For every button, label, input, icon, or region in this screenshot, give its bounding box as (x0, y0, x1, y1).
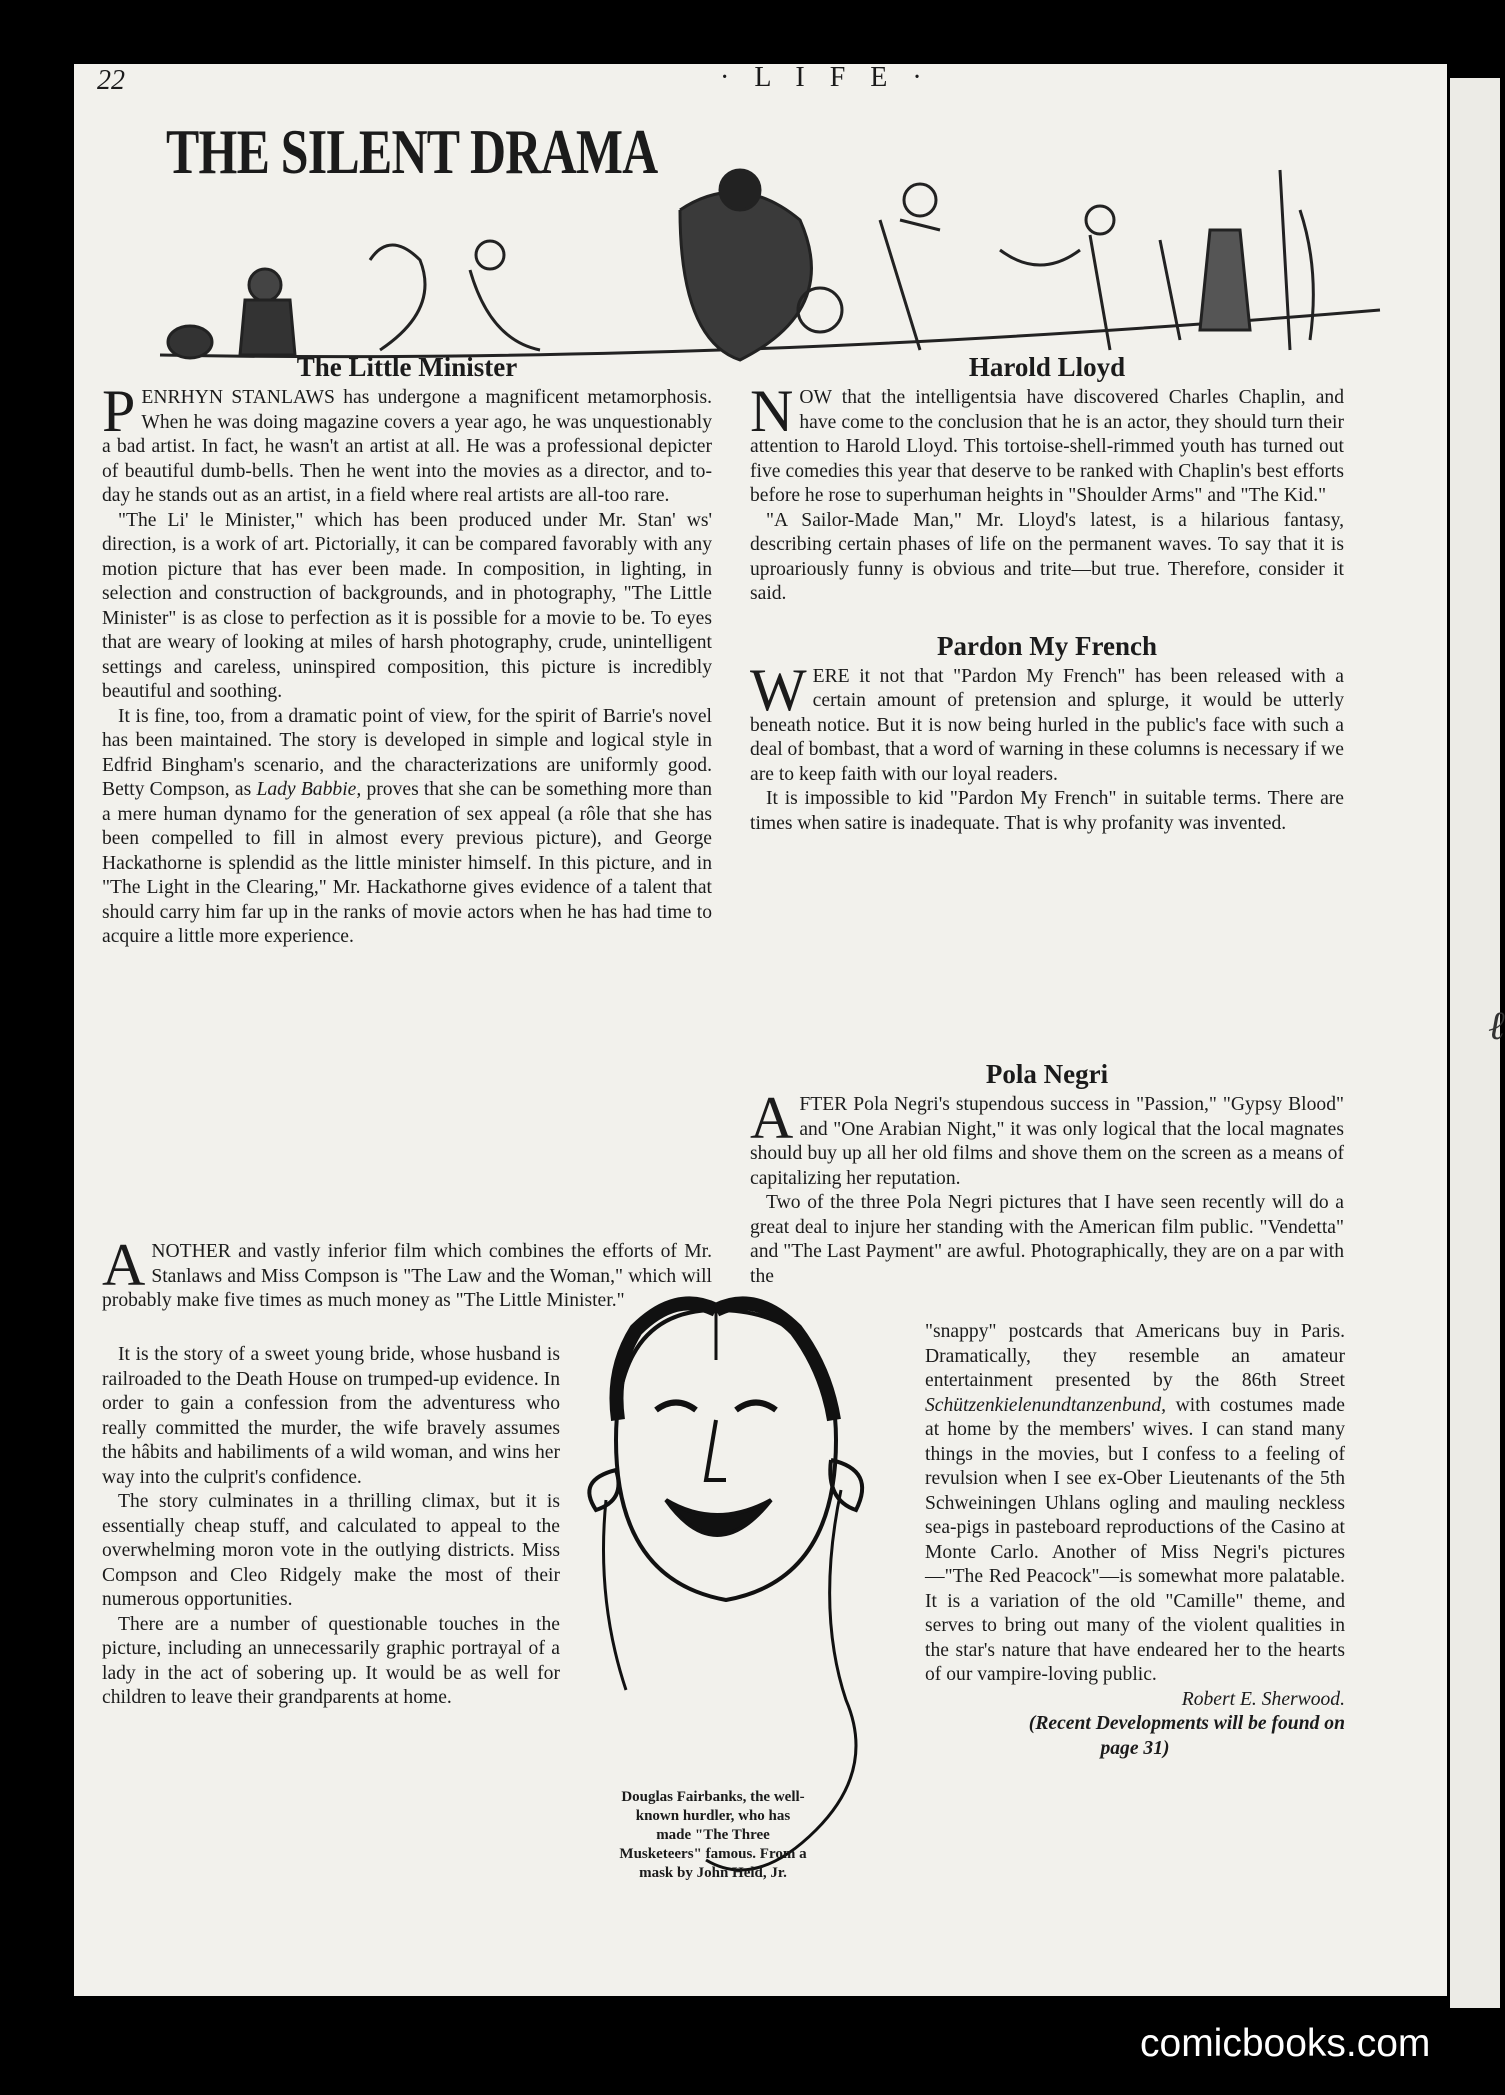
banner-figure-robe (470, 270, 540, 350)
little-minister-article (102, 348, 712, 950)
article-paragraph: "A Sailor-Made Man," Mr. Lloyd's latest, is a hilarious fantasy, describing certain phases of life on the permanent waves. To say that it is uproariously funny is obvious and trite—but true. Therefore, consider it said. (750, 509, 1344, 604)
banner-spear-figure (1280, 170, 1313, 350)
drop-cap: A (750, 1085, 794, 1151)
banner-figure-head (476, 241, 504, 269)
paragraph-text: ENRHYN STANLAWS has undergone a magnificent metamorphosis. When he was doing magazine covers a year ago, he was unquestionably a bad artist. In fact, he wasn't an artist at all. He was a professional depicter of beautiful dumb-bells. Then he went into the movies as a director, and to-day he stands out as an artist, in a field where real artists are all-too rare. (102, 387, 712, 506)
article-paragraph: "The Li' le Minister," which has been produced under Mr. Stan' ws' direction, is a work of art. Pictorially, it can be compared favorably with any motion picture that has ever been made. In composition, in lighting, in selection and construction of backgrounds, and in photography, "The Little Minister" is as close to perfection as it is possible for a movie to be. To eyes that are weary of looking at miles of harsh photography, crude, unintelligent settings and careless, uninspired composition, this picture is incredibly beautiful and soothing. (102, 509, 712, 702)
banner-child (1200, 230, 1250, 330)
paragraph-text: It is fine, too, from a dramatic point of view, for the spirit of Barrie's novel has been maintained. The story is developed in simple and logical style in Edfrid Bingham's scenario, and the characterizations are uniformly good. Betty Compson, as (102, 705, 712, 800)
banner-jester (880, 220, 940, 350)
article-paragraph: The story culminates in a thrilling climax, but it is essentially cheap stuff, and calculated to appeal to the overwhelming moron vote in the outlying districts. Miss Compson and Cleo Ridgely make the most of their numerous opportunities. (102, 1491, 560, 1610)
page-number: 22 (97, 65, 125, 96)
caricature-caption: Douglas Fairbanks, the well-known hurdler, who has made "The Three Musketeers" famous. From a mask by John Held, Jr. (619, 1789, 807, 1881)
paragraph-text: OW that the intelligentsia have discovered Charles Chaplin, and have come to the conclusion that he is an actor, they should turn their attention to Harold Lloyd. This tortoise-shell-rimmed youth has turned out five comedies this year that deserve to be ranked with Chaplin's best efforts before he rose to superhuman heights in "Shoulder Arms" and "The Kid." (750, 387, 1344, 506)
caricature-right-eye (736, 1403, 776, 1411)
caricature-face (616, 1310, 836, 1600)
paragraph-text: NOTHER and vastly inferior film which combines the efforts of Mr. Stanlaws and Miss Compson is "The Law and the Woman," which will probably make five times as much money as "The Little Minister." (102, 1241, 712, 1311)
law-and-woman-body (102, 1343, 560, 1711)
caricature-grin (666, 1500, 771, 1535)
next-page-mark: ℓ (1488, 1003, 1505, 1048)
caricature-nose (706, 1420, 726, 1480)
continuation-note: (Recent Developments will be found on (1028, 1713, 1345, 1734)
article-title: Harold Lloyd (968, 352, 1126, 382)
banner-central-head (720, 170, 760, 210)
banner-tramp-body (240, 300, 295, 355)
caricature-ribbon-left (604, 1500, 627, 1690)
emphasis-text: Lady Babbie, (256, 779, 362, 800)
banner-dancer-legs (1090, 235, 1180, 350)
caricature-left-eye (656, 1403, 696, 1411)
paragraph-text: with costumes made at home by the members' wives. I can stand many things in the movies, but I confess to a feeling of revulsion when I see ex-Ober Lieutenants of the 5th Schweiningen Uhlans ogling and mauling neckless sea-pigs in pasteboard reproductions of the Casino at Monte Carlo. Another of Miss Negri's pictures—"The Red Peacock"—is somewhat more palatable. It is a variation of the old "Camille" theme, and serves to bring out many of the violent qualities in the star's nature that have endeared her to the hearts of our vampire-loving public. (925, 1394, 1345, 1685)
pola-negri-article (750, 1055, 1344, 1289)
drop-cap: W (750, 656, 807, 723)
article-paragraph: Two of the three Pola Negri pictures that I have seen recently will do a great deal to injure her standing with the American film public. "Vendetta" and "The Last Payment" are awful. Photographically, they are on a par with the (750, 1192, 1344, 1287)
drop-cap: P (102, 378, 136, 444)
banner-dancers-arms (1000, 250, 1080, 265)
article-title: The Little Minister (296, 352, 518, 382)
article-paragraph (750, 1085, 1344, 1191)
article-paragraph: It is impossible to kid "Pardon My French" in suitable terms. There are times when satire is inadequate. That is why profanity was invented. (750, 788, 1344, 834)
pola-negri-continued (925, 1320, 1345, 1761)
banner-tramp-head (249, 269, 281, 301)
section-title: THE SILENT DRAMA (166, 116, 658, 187)
emphasis-text: Schützenkielenundtanzenbund, (925, 1394, 1167, 1416)
article-paragraph (750, 378, 1344, 509)
banner-dancer-head (1086, 206, 1114, 234)
banner-crystal-ball (798, 288, 842, 332)
caricature-hair-right (716, 1303, 834, 1420)
drop-cap: A (102, 1232, 146, 1298)
paragraph-text: ERE it not that "Pardon My French" has been released with a certain amount of pretension and splurge, it would be utterly beneath notice. But it is now being hurled in the public's face with such a deal of bombast, that a word of warning in these columns is necessary if we are to keep faith with our loyal readers. (750, 665, 1344, 785)
author-signature: Robert E. Sherwood. (1181, 1688, 1345, 1710)
watermark: comicbooks.com (1140, 2022, 1431, 2065)
article-paragraph: It is the story of a sweet young bride, whose husband is railroaded to the Death House on trumped-up evidence. In order to gain a confession from the adventuress who really committed the murder, the wife bravely assumes the hâbits and habiliments of a wild woman, and wins her way into the culprit's confidence. (102, 1344, 560, 1488)
paragraph-text: "snappy" postcards that Americans buy in Paris. Dramatically, they resemble an amateur entertainment presented by the 86th Street (925, 1321, 1345, 1391)
caricature-left-bow (589, 1470, 618, 1510)
article-title: Pola Negri (985, 1059, 1109, 1089)
banner-central-woman (680, 192, 811, 360)
banner-foliage (370, 245, 425, 350)
drop-cap: N (750, 378, 794, 444)
harold-lloyd-article (750, 348, 1344, 836)
article-paragraph (102, 705, 712, 950)
article-paragraph (925, 1320, 1345, 1688)
paragraph-text: FTER Pola Negri's stupendous success in "Passion," "Gypsy Blood" and "One Arabian Night," it was only logical that the local magnates should buy up all her old films and shove them on the screen as a means of capitalizing her reputation. (750, 1094, 1344, 1189)
article-paragraph: There are a number of questionable touches in the picture, including an unnecessarily graphic portrayal of a lady in the act of sobering up. It would be as well for children to leave their grandparents at home. (102, 1613, 560, 1708)
continuation-page: page 31) (1100, 1737, 1170, 1759)
paragraph-text: proves that she can be something more than a mere human dynamo for the generation of sex appeal (a rôle that she has been compelled to fill in almost every previous picture), and George Hackathorne is splendid as the little minister himself. In this picture, and in "The Light in the Clearing," Mr. Hackathorne gives evidence of a talent that should carry him far up in the ranks of movie actors when he has had time to acquire a little more experience. (102, 779, 712, 947)
article-title: Pardon My French (937, 630, 1157, 661)
article-paragraph (750, 656, 1344, 788)
banner-jester-head (904, 184, 936, 216)
running-head: · L I F E · (720, 62, 931, 93)
article-paragraph (102, 378, 712, 509)
